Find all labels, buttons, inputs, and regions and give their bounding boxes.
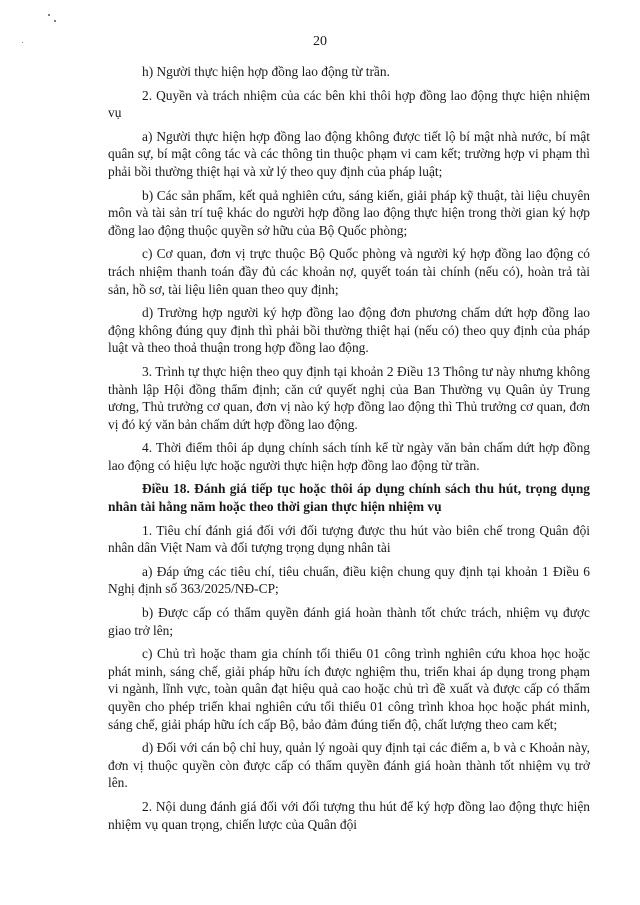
paragraph: c) Chủ trì hoặc tham gia chính tối thiểu 01 công trình nghiên cứu khoa học hoặc phát minh, sáng chế, giải pháp hữu ích được nghiệm thu, triển khai áp dụng trong phạm vi ngành, lĩnh vực, toàn quân đạt hiệu quả cao hoặc chủ trì đề xuất và được cấp có thẩm quyền cho phép triển khai nghiên cứu tối thiểu 01 công trình khoa học hoặc phát minh, sáng chế, giải pháp hữu ích cấp Bộ, bảo đảm đúng tiến độ, chất lượng theo cam kết; — [108, 646, 590, 732]
paragraph: 2. Nội dung đánh giá đối với đối tượng thu hút để ký hợp đồng lao động thực hiện nhiệm vụ quan trọng, chiến lược của Quân đội — [108, 798, 590, 832]
scan-speck — [48, 14, 50, 16]
scan-speck — [54, 20, 56, 22]
page-number: 20 — [313, 34, 327, 49]
paragraph: b) Các sản phẩm, kết quả nghiên cứu, sáng kiến, giải pháp kỹ thuật, tài liệu chuyên môn và tài sản trí tuệ khác do người hợp đồng lao động thực hiện trong thời gian ký hợp đồng lao động thuộc quyền sở hữu của Bộ Quốc phòng; — [108, 187, 590, 238]
document-body — [108, 63, 590, 839]
paragraph: b) Được cấp có thẩm quyền đánh giá hoàn thành tốt chức trách, nhiệm vụ được giao trở lên; — [108, 605, 590, 638]
paragraph: a) Đáp ứng các tiêu chí, tiêu chuẩn, điều kiện chung quy định tại khoản 1 Điều 6 Nghị định số 363/2025/NĐ-CP; — [108, 563, 590, 597]
article-heading: Điều 18. Đánh giá tiếp tục hoặc thôi áp dụng chính sách thu hút, trọng dụng nhân tài hằng năm hoặc theo thời gian thực hiện nhiệm vụ — [108, 481, 590, 515]
paragraph: 1. Tiêu chí đánh giá đối với đối tượng được thu hút vào biên chế trong Quân đội nhân dân Việt Nam và đối tượng trọng dụng nhân tài — [108, 522, 590, 556]
paragraph: 3. Trình tự thực hiện theo quy định tại khoản 2 Điều 13 Thông tư này nhưng không thành lập Hội đồng thẩm định; căn cứ quyết nghị của Ban Thường vụ Quân ủy Trung ương, Thủ trưởng cơ quan, đơn vị nào ký hợp đồng lao động thì Thủ trưởng cơ quan, đơn vị đó ký văn bản chấm dứt hợp đồng lao động. — [108, 363, 590, 432]
paragraph: c) Cơ quan, đơn vị trực thuộc Bộ Quốc phòng và người ký hợp đồng lao động có trách nhiệm thanh toán đầy đủ các khoản nợ, quyết toán tài chính (nếu có), hoàn trả tài sản, hồ sơ, tài liệu liên quan theo quy định; — [108, 246, 590, 297]
paragraph: a) Người thực hiện hợp đồng lao động không được tiết lộ bí mật nhà nước, bí mật quân sự, bí mật công tác và các thông tin thuộc phạm vi cam kết; trường hợp vi phạm thì phải bồi thường thiệt hại và xử lý theo quy định của pháp luật; — [108, 128, 590, 179]
paragraph: 4. Thời điểm thôi áp dụng chính sách tính kể từ ngày văn bản chấm dứt hợp đồng lao động có hiệu lực hoặc người thực hiện hợp đồng lao động từ trần. — [108, 440, 590, 473]
paragraph: 2. Quyền và trách nhiệm của các bên khi thôi hợp đồng lao động thực hiện nhiệm vụ — [108, 87, 590, 121]
paragraph: d) Trường hợp người ký hợp đồng lao động đơn phương chấm dứt hợp đồng lao động không đúng quy định thì phải bồi thường thiệt hại (nếu có) theo quy định của pháp luật và theo thoả thuận trong hợp đồng lao động. — [108, 305, 590, 356]
paragraph: d) Đối với cán bộ chỉ huy, quản lý ngoài quy định tại các điểm a, b và c Khoản này, đơn vị thuộc quyền còn được cấp có thẩm quyền đánh giá hoàn thành tốt nhiệm vụ trở lên. — [108, 740, 590, 791]
paragraph: h) Người thực hiện hợp đồng lao động từ trần. — [142, 64, 390, 79]
